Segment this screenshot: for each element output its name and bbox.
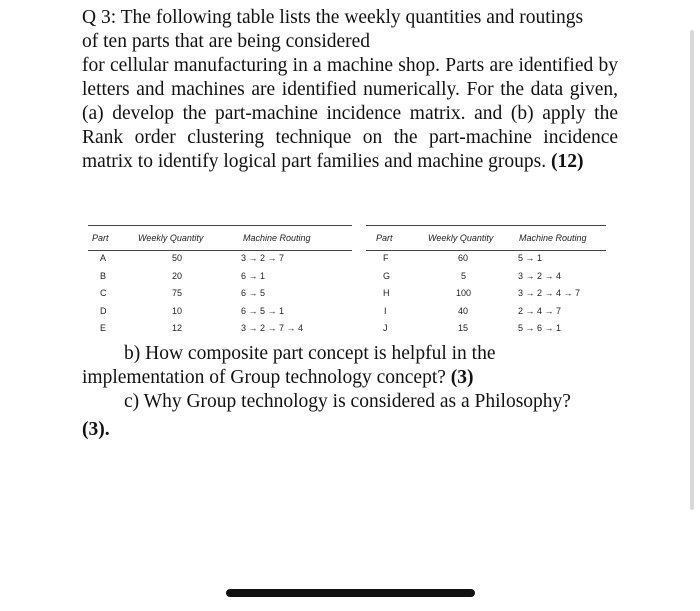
part-c-text: c) Why Group technology is considered as a Philosophy? xyxy=(124,391,571,412)
routing-cell: 3 → 2 → 4 xyxy=(518,270,562,281)
part-cell: J xyxy=(383,323,388,333)
question-line-2: of ten parts that are being considered xyxy=(82,31,371,52)
header-weekly-quantity: Weekly Quantity xyxy=(138,233,204,243)
header-machine-routing: Machine Routing xyxy=(519,233,587,243)
part-cell: C xyxy=(100,288,107,298)
qty-cell: 15 xyxy=(458,323,469,333)
question-body-text: for cellular manufacturing in a machine shop. Parts are identified by letters and machines are identified numerically. For the data given, (a) develop the part-machine incidence matrix. and (b) apply the Rank order clustering technique on the part-machine incidence matrix to identify logical part families and machine groups. xyxy=(82,55,618,172)
question-marks: (12) xyxy=(550,151,584,172)
table-header xyxy=(366,226,606,251)
routing-table-right xyxy=(366,225,606,339)
table-row xyxy=(88,269,352,287)
part-b-line-1: b) How composite part concept is helpful in the xyxy=(124,343,496,364)
routing-cell: 3 → 2 → 7 xyxy=(241,253,285,263)
header-part: Part xyxy=(376,233,393,243)
table-row xyxy=(88,286,352,304)
question-text xyxy=(82,6,618,174)
qty-cell: 75 xyxy=(172,288,183,298)
table-row xyxy=(366,286,606,304)
qty-cell: 50 xyxy=(172,253,183,263)
qty-cell: 12 xyxy=(172,323,183,333)
table-row xyxy=(366,321,606,339)
part-cell: E xyxy=(100,323,107,333)
routing-cell: 2 → 4 → 7 xyxy=(518,305,562,316)
part-b-question xyxy=(82,342,622,390)
routing-cell: 5 → 1 xyxy=(518,253,543,263)
part-cell: D xyxy=(100,305,107,316)
qty-cell: 10 xyxy=(172,305,183,316)
routing-cell: 6 → 5 xyxy=(241,288,266,298)
header-part: Part xyxy=(92,233,109,243)
routing-cell: 6 → 1 xyxy=(241,270,266,281)
part-b-line-2 xyxy=(82,366,622,390)
part-cell: A xyxy=(100,253,107,263)
routing-cell: 3 → 2 → 7 → 4 xyxy=(241,323,304,333)
table-header xyxy=(88,226,352,251)
qty-cell: 5 xyxy=(461,270,467,281)
scrollbar[interactable] xyxy=(690,30,694,510)
question-line-1: Q 3: The following table lists the weekly quantities and routings xyxy=(82,7,584,28)
part-cell: B xyxy=(100,270,107,281)
table-row xyxy=(88,251,352,269)
header-weekly-quantity: Weekly Quantity xyxy=(428,233,494,243)
part-c-question xyxy=(82,390,622,442)
table-row xyxy=(88,304,352,322)
routing-cell: 3 → 2 → 4 → 7 xyxy=(518,288,581,298)
question-body xyxy=(82,54,618,174)
home-indicator[interactable] xyxy=(226,589,475,597)
routing-cell: 5 → 6 → 1 xyxy=(518,323,562,333)
qty-cell: 60 xyxy=(458,253,469,263)
table-row xyxy=(366,251,606,269)
routing-table-left xyxy=(88,225,352,339)
table-row xyxy=(366,304,606,322)
part-cell: G xyxy=(383,270,391,281)
table-row xyxy=(88,321,352,339)
header-machine-routing: Machine Routing xyxy=(243,233,311,243)
part-b-text: implementation of Group technology concept? xyxy=(82,367,446,388)
part-cell: F xyxy=(383,253,389,263)
qty-cell: 40 xyxy=(458,305,469,316)
qty-cell: 100 xyxy=(456,288,472,298)
routing-cell: 6 → 5 → 1 xyxy=(241,305,285,316)
part-c-marks: (3). xyxy=(82,419,110,440)
part-cell: I xyxy=(384,305,387,316)
table-row xyxy=(366,269,606,287)
qty-cell: 20 xyxy=(172,270,183,281)
part-cell: H xyxy=(383,288,390,298)
part-b-marks: (3) xyxy=(450,367,474,388)
